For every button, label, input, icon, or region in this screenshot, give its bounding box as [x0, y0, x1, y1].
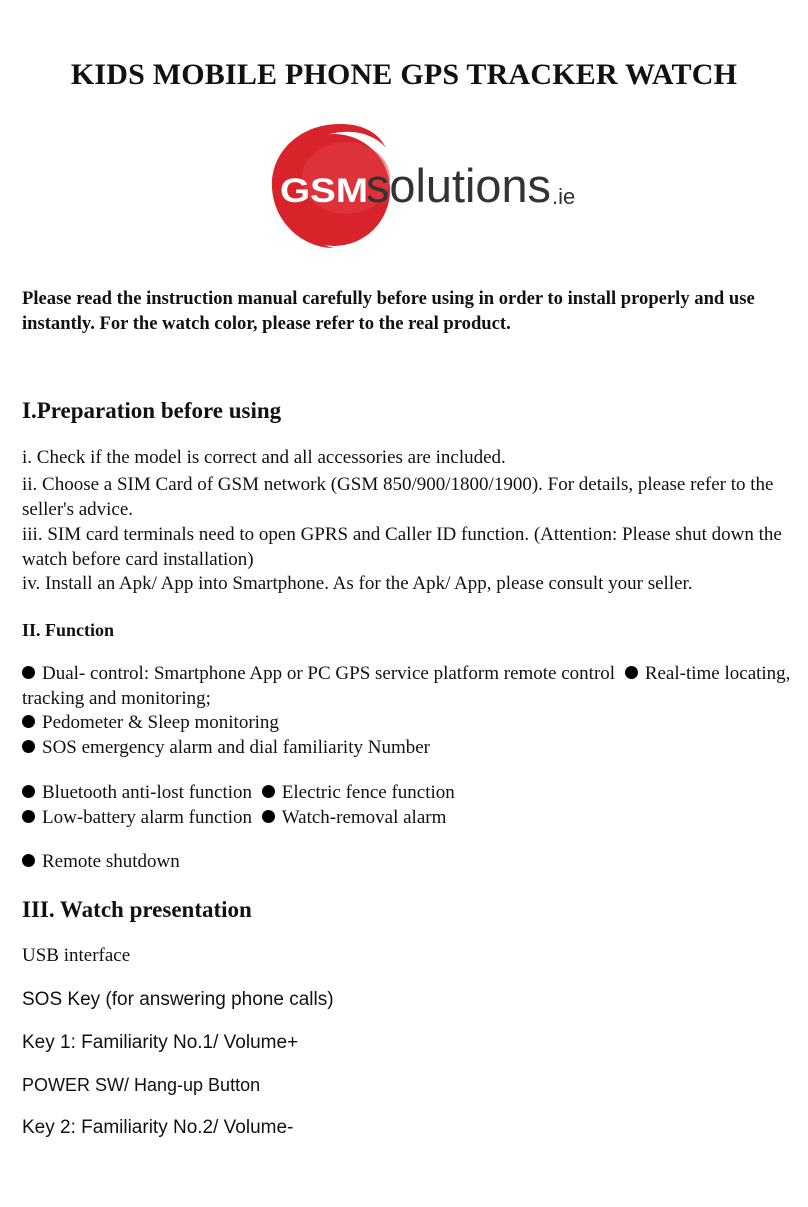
section-1-heading: I.Preparation before using [22, 398, 282, 423]
prep-item-4: iv. Install an Apk/ App into Smartphone. As for the Apk/ App, please consult your seller. [22, 573, 693, 594]
function-line [22, 737, 430, 759]
function-block-1 [22, 661, 792, 711]
bullet-icon [262, 810, 275, 823]
page-title: KIDS MOBILE PHONE GPS TRACKER WATCH [70, 58, 738, 91]
function-item: Real-time locating, tracking and monitoring; [22, 663, 791, 709]
function-item: Dual- control: Smartphone App or PC GPS service platform remote control [42, 663, 616, 684]
prep-item-3: iii. SIM card terminals need to open GPRS and Caller ID function. (Attention: Please shut down the watch before card installation) [22, 524, 782, 570]
logo-gsm-text: GSM [280, 172, 368, 210]
instruction-notice: Please read the instruction manual carefully before using in order to install properly and use instantly. For the watch color, please refer to the real product. [22, 288, 755, 334]
function-item: Pedometer & Sleep monitoring [42, 712, 279, 733]
key-1-label: Key 1: Familiarity No.1/ Volume+ [22, 1032, 299, 1053]
prep-item-2: ii. Choose a SIM Card of GSM network (GSM 850/900/1800/1900). For details, please refer to the seller's advice. [22, 474, 774, 520]
bullet-icon [262, 785, 275, 798]
key-2-label: Key 2: Familiarity No.2/ Volume- [22, 1117, 294, 1138]
gsm-solutions-logo [268, 118, 588, 253]
power-switch-label: POWER SW/ Hang-up Button [22, 1075, 261, 1095]
function-item: Electric fence function [281, 782, 455, 803]
bullet-icon [22, 785, 35, 798]
function-item: Watch-removal alarm [281, 807, 447, 828]
bullet-icon [22, 810, 35, 823]
logo-ie-text: .ie [552, 184, 576, 209]
section-3-heading: III. Watch presentation [22, 897, 252, 922]
prep-item-1: i. Check if the model is correct and all accessories are included. [22, 447, 506, 468]
function-item: Remote shutdown [42, 851, 180, 872]
bullet-icon [22, 740, 35, 753]
bullet-icon [22, 854, 35, 867]
function-line [22, 782, 455, 804]
logo-solutions-text: solutions [366, 159, 551, 212]
function-item: SOS emergency alarm and dial familiarity Number [42, 737, 430, 758]
section-2-heading: II. Function [22, 620, 115, 640]
usb-interface-label: USB interface [22, 945, 131, 966]
function-line [22, 807, 446, 829]
sos-key-label: SOS Key (for answering phone calls) [22, 989, 334, 1010]
function-item: Bluetooth anti-lost function [42, 782, 253, 803]
bullet-icon [625, 666, 638, 679]
bullet-icon [22, 666, 35, 679]
function-line [22, 712, 279, 734]
bullet-icon [22, 715, 35, 728]
function-item: Low-battery alarm function [42, 807, 252, 828]
function-line [22, 851, 180, 873]
